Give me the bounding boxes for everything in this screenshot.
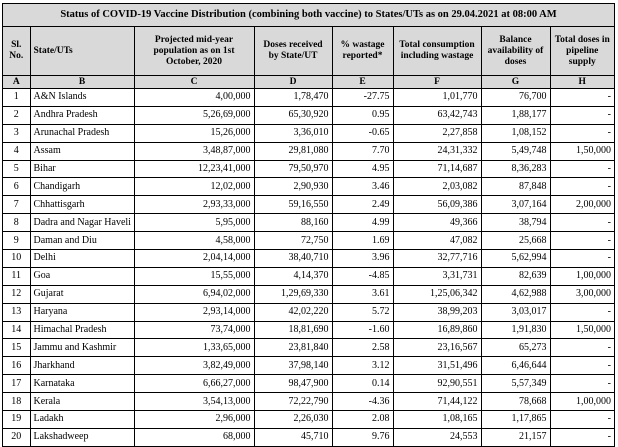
population-cell: 5,26,69,000 [134, 106, 254, 124]
vaccine-distribution-table-sheet [2, 3, 615, 447]
wastage-cell: 1.69 [332, 232, 393, 250]
pipeline-cell: - [550, 339, 614, 357]
population-cell: 3,48,87,000 [134, 142, 254, 160]
table-row [3, 393, 614, 411]
population-cell: 2,04,14,000 [134, 250, 254, 268]
population-cell: 12,02,000 [134, 178, 254, 196]
doses-received-cell: 45,710 [254, 428, 332, 445]
wastage-cell: 2.08 [332, 411, 393, 429]
doses-received-cell: 98,47,900 [254, 375, 332, 393]
balance-cell: 76,700 [481, 89, 550, 107]
population-cell: 68,000 [134, 428, 254, 445]
sl-no-cell: 20 [3, 428, 30, 445]
balance-cell: 1,91,830 [481, 321, 550, 339]
pipeline-cell: 3,00,000 [550, 285, 614, 303]
state-cell: Jharkhand [30, 357, 134, 375]
doses-received-cell: 2,26,030 [254, 411, 332, 429]
wastage-cell: 5.72 [332, 303, 393, 321]
sl-no-cell: 17 [3, 375, 30, 393]
table-row [3, 142, 614, 160]
sl-no-cell: 19 [3, 411, 30, 429]
consumption-cell: 23,16,567 [393, 339, 481, 357]
doses-received-cell: 72,750 [254, 232, 332, 250]
consumption-cell: 2,27,858 [393, 124, 481, 142]
wastage-cell: -4.36 [332, 393, 393, 411]
state-cell: Chhattisgarh [30, 196, 134, 214]
state-cell: Haryana [30, 303, 134, 321]
sl-no-cell: 1 [3, 89, 30, 107]
pipeline-cell: 1,00,000 [550, 267, 614, 285]
pipeline-cell: - [550, 232, 614, 250]
state-cell: Lakshadweep [30, 428, 134, 445]
population-cell: 15,55,000 [134, 267, 254, 285]
wastage-cell: 9.76 [332, 428, 393, 445]
state-cell: Assam [30, 142, 134, 160]
state-cell: Gujarat [30, 285, 134, 303]
consumption-cell: 56,09,386 [393, 196, 481, 214]
balance-cell: 1,08,152 [481, 124, 550, 142]
state-cell: Daman and Diu [30, 232, 134, 250]
consumption-cell: 38,99,203 [393, 303, 481, 321]
state-cell: A&N Islands [30, 89, 134, 107]
consumption-cell: 1,08,165 [393, 411, 481, 429]
table-row [3, 357, 614, 375]
wastage-cell: 4.95 [332, 160, 393, 178]
pipeline-cell: - [550, 303, 614, 321]
sl-no-cell: 9 [3, 232, 30, 250]
population-cell: 1,33,65,000 [134, 339, 254, 357]
state-cell: Karnataka [30, 375, 134, 393]
sl-no-cell: 6 [3, 178, 30, 196]
sl-no-cell: 2 [3, 106, 30, 124]
doses-received-cell: 1,29,69,330 [254, 285, 332, 303]
balance-cell: 25,668 [481, 232, 550, 250]
state-cell: Andhra Pradesh [30, 106, 134, 124]
doses-received-cell: 72,22,790 [254, 393, 332, 411]
table-row [3, 160, 614, 178]
doses-received-cell: 59,16,550 [254, 196, 332, 214]
doses-received-cell: 88,160 [254, 214, 332, 232]
consumption-cell: 47,082 [393, 232, 481, 250]
table-row [3, 89, 614, 107]
population-cell: 2,93,33,000 [134, 196, 254, 214]
balance-cell: 3,07,164 [481, 196, 550, 214]
doses-received-cell: 1,78,470 [254, 89, 332, 107]
balance-cell: 78,668 [481, 393, 550, 411]
state-cell: Himachal Pradesh [30, 321, 134, 339]
table-row [3, 428, 614, 445]
pipeline-cell: - [550, 428, 614, 445]
sl-no-cell: 7 [3, 196, 30, 214]
balance-cell: 4,62,988 [481, 285, 550, 303]
population-cell: 5,95,000 [134, 214, 254, 232]
header-wastage: % wastage reported* [332, 27, 393, 76]
pipeline-cell: - [550, 375, 614, 393]
consumption-cell: 1,01,770 [393, 89, 481, 107]
pipeline-cell: - [550, 106, 614, 124]
consumption-cell: 71,14,687 [393, 160, 481, 178]
balance-cell: 82,639 [481, 267, 550, 285]
table-row [3, 106, 614, 124]
sl-no-cell: 14 [3, 321, 30, 339]
table-body [3, 89, 614, 446]
wastage-cell: 7.70 [332, 142, 393, 160]
table-row [3, 232, 614, 250]
sl-no-cell: 4 [3, 142, 30, 160]
letter-b: B [30, 76, 134, 89]
sl-no-cell: 10 [3, 250, 30, 268]
table-row [3, 375, 614, 393]
sl-no-cell: 18 [3, 393, 30, 411]
state-cell: Goa [30, 267, 134, 285]
pipeline-cell: 1,50,000 [550, 142, 614, 160]
table-row [3, 411, 614, 429]
table-row [3, 285, 614, 303]
balance-cell: 6,46,644 [481, 357, 550, 375]
consumption-cell: 1,25,06,342 [393, 285, 481, 303]
wastage-cell: 2.49 [332, 196, 393, 214]
consumption-cell: 63,42,743 [393, 106, 481, 124]
wastage-cell: 0.14 [332, 375, 393, 393]
balance-cell: 65,273 [481, 339, 550, 357]
wastage-cell: 2.58 [332, 339, 393, 357]
population-cell: 15,26,000 [134, 124, 254, 142]
state-cell: Chandigarh [30, 178, 134, 196]
wastage-cell: -1.60 [332, 321, 393, 339]
doses-received-cell: 29,81,080 [254, 142, 332, 160]
population-cell: 2,93,14,000 [134, 303, 254, 321]
header-sl-no: Sl. No. [3, 27, 30, 76]
population-cell: 12,23,41,000 [134, 160, 254, 178]
vaccine-distribution-table [3, 27, 614, 446]
pipeline-cell: - [550, 214, 614, 232]
doses-received-cell: 18,81,690 [254, 321, 332, 339]
sl-no-cell: 16 [3, 357, 30, 375]
doses-received-cell: 42,02,220 [254, 303, 332, 321]
wastage-cell: 3.61 [332, 285, 393, 303]
wastage-cell: -0.65 [332, 124, 393, 142]
balance-cell: 5,62,994 [481, 250, 550, 268]
sl-no-cell: 11 [3, 267, 30, 285]
consumption-cell: 2,03,082 [393, 178, 481, 196]
wastage-cell: 3.12 [332, 357, 393, 375]
state-cell: Kerala [30, 393, 134, 411]
state-cell: Bihar [30, 160, 134, 178]
letter-h: H [550, 76, 614, 89]
consumption-cell: 31,51,496 [393, 357, 481, 375]
pipeline-cell: - [550, 160, 614, 178]
state-cell: Delhi [30, 250, 134, 268]
balance-cell: 1,88,177 [481, 106, 550, 124]
consumption-cell: 49,366 [393, 214, 481, 232]
doses-received-cell: 4,14,370 [254, 267, 332, 285]
consumption-cell: 3,31,731 [393, 267, 481, 285]
pipeline-cell: 1,50,000 [550, 321, 614, 339]
pipeline-cell: - [550, 178, 614, 196]
column-letter-row [3, 76, 614, 89]
column-header-row [3, 27, 614, 76]
header-consumption: Total consumption including wastage [393, 27, 481, 76]
population-cell: 6,66,27,000 [134, 375, 254, 393]
letter-a: A [3, 76, 30, 89]
doses-received-cell: 38,40,710 [254, 250, 332, 268]
table-title: Status of COVID-19 Vaccine Distribution (combining both vaccine) to States/UTs as on 29.04.2021 at 08:00 AM [3, 4, 614, 27]
pipeline-cell: 2,00,000 [550, 196, 614, 214]
state-cell: Arunachal Pradesh [30, 124, 134, 142]
balance-cell: 38,794 [481, 214, 550, 232]
pipeline-cell: - [550, 250, 614, 268]
state-cell: Jammu and Kashmir [30, 339, 134, 357]
table-row [3, 303, 614, 321]
letter-f: F [393, 76, 481, 89]
sl-no-cell: 8 [3, 214, 30, 232]
doses-received-cell: 37,98,140 [254, 357, 332, 375]
wastage-cell: 3.96 [332, 250, 393, 268]
table-row [3, 124, 614, 142]
pipeline-cell: 1,00,000 [550, 393, 614, 411]
sl-no-cell: 5 [3, 160, 30, 178]
sl-no-cell: 12 [3, 285, 30, 303]
table-row [3, 196, 614, 214]
consumption-cell: 92,90,551 [393, 375, 481, 393]
state-cell: Dadra and Nagar Haveli [30, 214, 134, 232]
table-row [3, 178, 614, 196]
state-cell: Ladakh [30, 411, 134, 429]
header-state: State/UTs [30, 27, 134, 76]
population-cell: 73,74,000 [134, 321, 254, 339]
doses-received-cell: 2,90,930 [254, 178, 332, 196]
pipeline-cell: - [550, 124, 614, 142]
wastage-cell: -27.75 [332, 89, 393, 107]
balance-cell: 3,03,017 [481, 303, 550, 321]
balance-cell: 87,848 [481, 178, 550, 196]
table-row [3, 214, 614, 232]
population-cell: 2,96,000 [134, 411, 254, 429]
balance-cell: 5,49,748 [481, 142, 550, 160]
consumption-cell: 24,553 [393, 428, 481, 445]
letter-e: E [332, 76, 393, 89]
doses-received-cell: 23,81,840 [254, 339, 332, 357]
table-row [3, 267, 614, 285]
letter-g: G [481, 76, 550, 89]
table-row [3, 321, 614, 339]
population-cell: 3,82,49,000 [134, 357, 254, 375]
sl-no-cell: 13 [3, 303, 30, 321]
doses-received-cell: 79,50,970 [254, 160, 332, 178]
population-cell: 4,00,000 [134, 89, 254, 107]
header-pipeline: Total doses in pipeline supply [550, 27, 614, 76]
consumption-cell: 24,31,332 [393, 142, 481, 160]
pipeline-cell: - [550, 411, 614, 429]
header-doses-received: Doses received by State/UT [254, 27, 332, 76]
doses-received-cell: 65,30,920 [254, 106, 332, 124]
balance-cell: 5,57,349 [481, 375, 550, 393]
table-row [3, 250, 614, 268]
wastage-cell: 3.46 [332, 178, 393, 196]
table-row [3, 339, 614, 357]
pipeline-cell: - [550, 357, 614, 375]
consumption-cell: 16,89,860 [393, 321, 481, 339]
wastage-cell: 0.95 [332, 106, 393, 124]
header-population: Projected mid-year population as on 1st October, 2020 [134, 27, 254, 76]
letter-d: D [254, 76, 332, 89]
population-cell: 3,54,13,000 [134, 393, 254, 411]
wastage-cell: 4.99 [332, 214, 393, 232]
letter-c: C [134, 76, 254, 89]
balance-cell: 21,157 [481, 428, 550, 445]
balance-cell: 8,36,283 [481, 160, 550, 178]
population-cell: 4,58,000 [134, 232, 254, 250]
header-balance: Balance availability of doses [481, 27, 550, 76]
pipeline-cell: - [550, 89, 614, 107]
balance-cell: 1,17,865 [481, 411, 550, 429]
sl-no-cell: 15 [3, 339, 30, 357]
sl-no-cell: 3 [3, 124, 30, 142]
consumption-cell: 32,77,716 [393, 250, 481, 268]
population-cell: 6,94,02,000 [134, 285, 254, 303]
consumption-cell: 71,44,122 [393, 393, 481, 411]
wastage-cell: -4.85 [332, 267, 393, 285]
doses-received-cell: 3,36,010 [254, 124, 332, 142]
